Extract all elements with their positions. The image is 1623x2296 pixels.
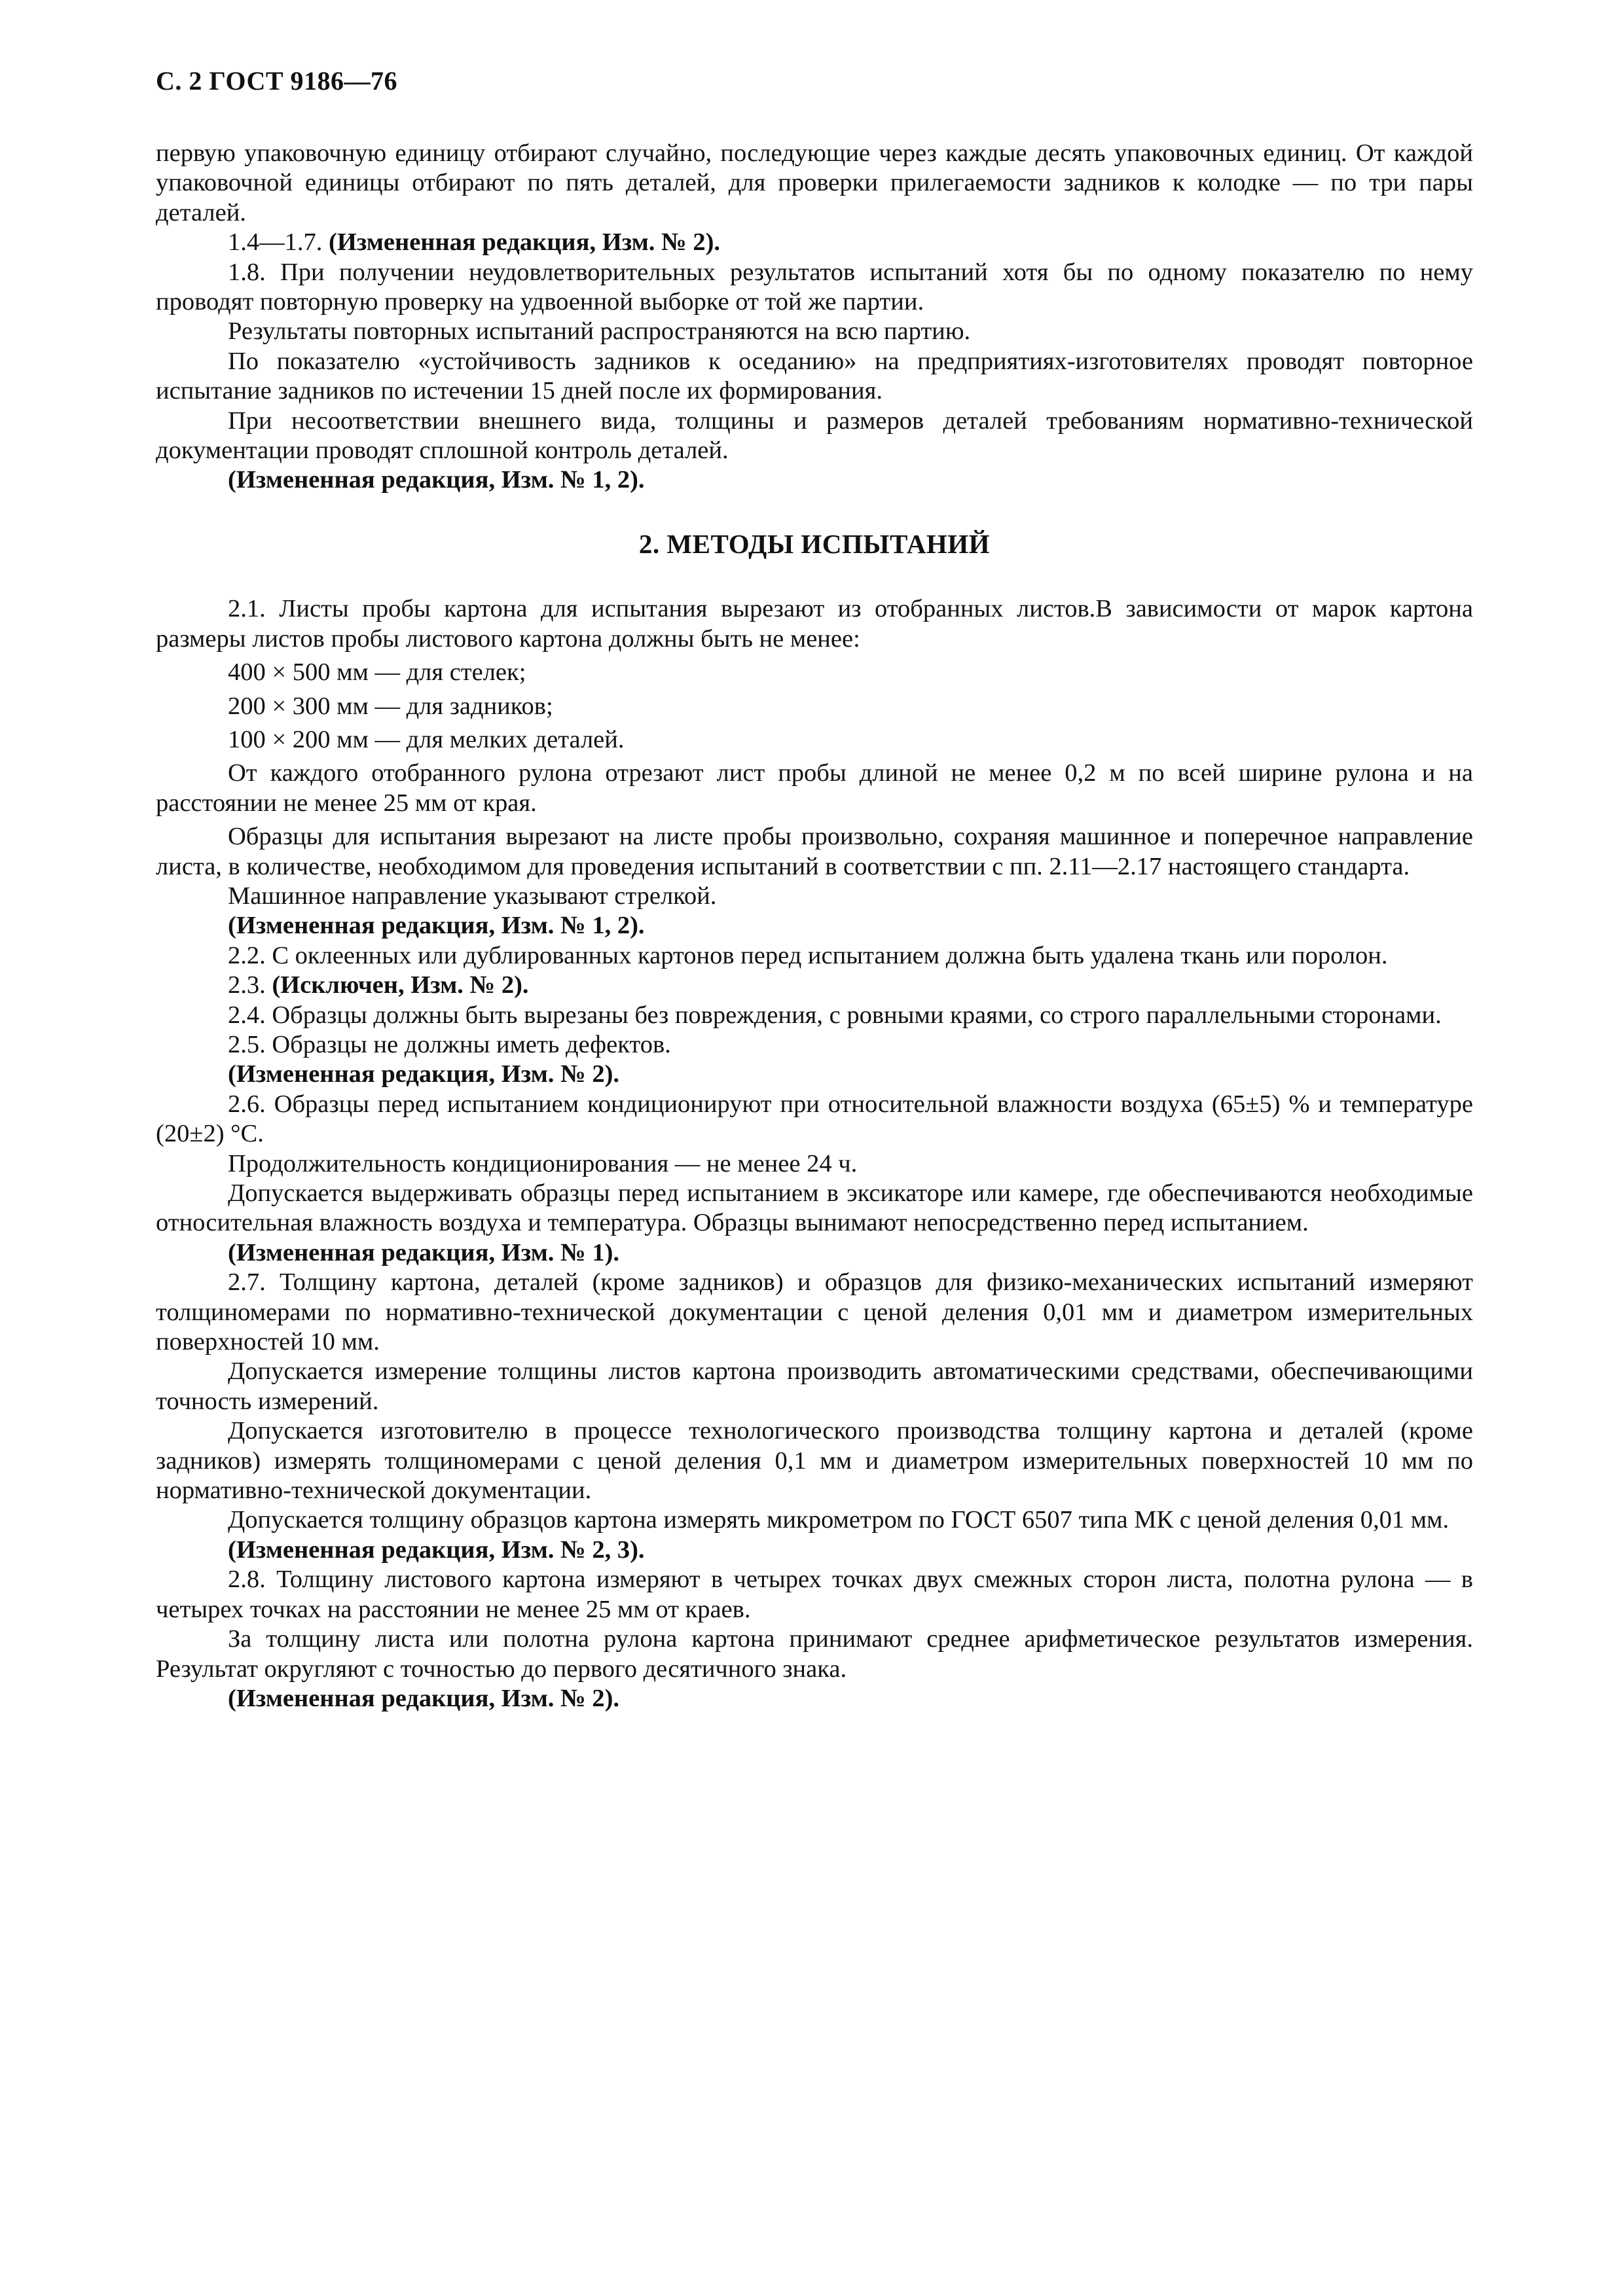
amendment-note: (Измененная редакция, Изм. № 2).: [228, 1684, 620, 1712]
paragraph: 2.1. Листы пробы картона для испытания вырезают из отобранных листов.В зависимости от марок картона размеры листов пробы листового картона должны быть не менее:: [156, 595, 1473, 653]
paragraph: Машинное направление указывают стрелкой.: [228, 882, 717, 910]
clause-number: 1.4—1.7.: [228, 228, 329, 257]
paragraph: От каждого отобранного рулона отрезают лист пробы длиной не менее 0,2 м по всей ширине рулона и на расстоянии не менее 25 мм от края.: [156, 759, 1473, 817]
paragraph-amendment: [156, 971, 1473, 1000]
size-item: 100 × 200 мм — для мелких деталей.: [228, 725, 625, 753]
paragraph: По показателю «устойчивость задников к оседанию» на предприятиях-изготовителях проводят повторное испытание задников по истечении 15 дней после их формирования.: [156, 347, 1473, 405]
paragraph: Допускается измерение толщины листов картона производить автоматическими средствами, обеспечивающими точность измерений.: [156, 1357, 1473, 1415]
amendment-note: (Измененная редакция, Изм. № 1).: [228, 1238, 620, 1266]
page-header: С. 2 ГОСТ 9186—76: [156, 66, 398, 96]
paragraph: 2.8. Толщину листового картона измеряют в четырех точках двух смежных сторон листа, полотна рулона — в четырех точках на расстоянии не менее 25 мм от краев.: [156, 1566, 1473, 1623]
section-heading: 2. МЕТОДЫ ИСПЫТАНИЙ: [638, 528, 991, 559]
amendment-note: (Измененная редакция, Изм. № 2).: [329, 228, 721, 257]
paragraph: Результаты повторных испытаний распространяются на всю партию.: [228, 317, 971, 346]
paragraph: 1.8. При получении неудовлетворительных результатов испытаний хотя бы по одному показателю по нему проводят повторную проверку на удвоенной выборке от той же партии.: [156, 258, 1473, 316]
clause-number: 2.3.: [228, 971, 272, 999]
document-body: [156, 139, 1473, 1713]
amendment-note: (Измененная редакция, Изм. № 1, 2).: [228, 466, 645, 494]
paragraph: Образцы для испытания вырезают на листе пробы произвольно, сохраняя машинное и поперечное направление листа, в количестве, необходимом для проведения испытаний в соответствии с пп. 2.11—2.17 настоящего стандарта.: [156, 823, 1473, 880]
amendment-note: (Измененная редакция, Изм. № 2, 3).: [228, 1535, 645, 1564]
size-item: 400 × 500 мм — для стелек;: [228, 658, 526, 687]
amendment-note: (Измененная редакция, Изм. № 2).: [228, 1060, 620, 1088]
size-item: 200 × 300 мм — для задников;: [228, 692, 553, 720]
paragraph: Допускается толщину образцов картона измерять микрометром по ГОСТ 6507 типа МК с ценой деления 0,01 мм.: [228, 1506, 1450, 1534]
paragraph: 2.4. Образцы должны быть вырезаны без повреждения, с ровными краями, со строго параллельными сторонами.: [228, 1001, 1442, 1029]
paragraph: первую упаковочную единицу отбирают случайно, последующие через каждые десять упаковочных единиц. От каждой упаковочной единицы отбирают по пять деталей, для проверки прилегаемости задников к колодке — по три пары деталей.: [156, 139, 1473, 226]
amendment-note: (Исключен, Изм. № 2).: [272, 971, 529, 999]
paragraph: 2.5. Образцы не должны иметь дефектов.: [228, 1030, 671, 1058]
paragraph: При несоответствии внешнего вида, толщины и размеров деталей требованиям нормативно-технической документации проводят сплошной контроль деталей.: [156, 406, 1473, 465]
paragraph: За толщину листа или полотна рулона картона принимают среднее арифметическое результатов измерения. Результат округляют с точностью до первого десятичного знака.: [156, 1625, 1473, 1683]
amendment-note: (Измененная редакция, Изм. № 1, 2).: [228, 912, 645, 940]
paragraph: 2.7. Толщину картона, деталей (кроме задников) и образцов для физико-механических испытаний измеряют толщиномерами по нормативно-технической документации с ценой деления 0,01 мм и диаметром измерительных поверхностей 10 мм.: [156, 1268, 1473, 1356]
paragraph: Продолжительность кондиционирования — не менее 24 ч.: [228, 1149, 858, 1177]
paragraph-amendment: [156, 228, 1473, 257]
paragraph: Допускается выдерживать образцы перед испытанием в эксикаторе или камере, где обеспечиваются необходимые относительная влажность воздуха и температура. Образцы вынимают непосредственно перед испытанием.: [156, 1179, 1473, 1237]
paragraph: 2.2. С оклеенных или дублированных картонов перед испытанием должна быть удалена ткань или поролон.: [228, 941, 1388, 969]
paragraph: 2.6. Образцы перед испытанием кондиционируют при относительной влажности воздуха (65±5) % и температуре (20±2) °С.: [156, 1090, 1473, 1148]
paragraph: Допускается изготовителю в процессе технологического производства толщину картона и деталей (кроме задников) измерять толщиномерами с ценой деления 0,1 мм и диаметром измерительных поверхностей 10 мм по нормативно-технической документации.: [156, 1417, 1473, 1505]
